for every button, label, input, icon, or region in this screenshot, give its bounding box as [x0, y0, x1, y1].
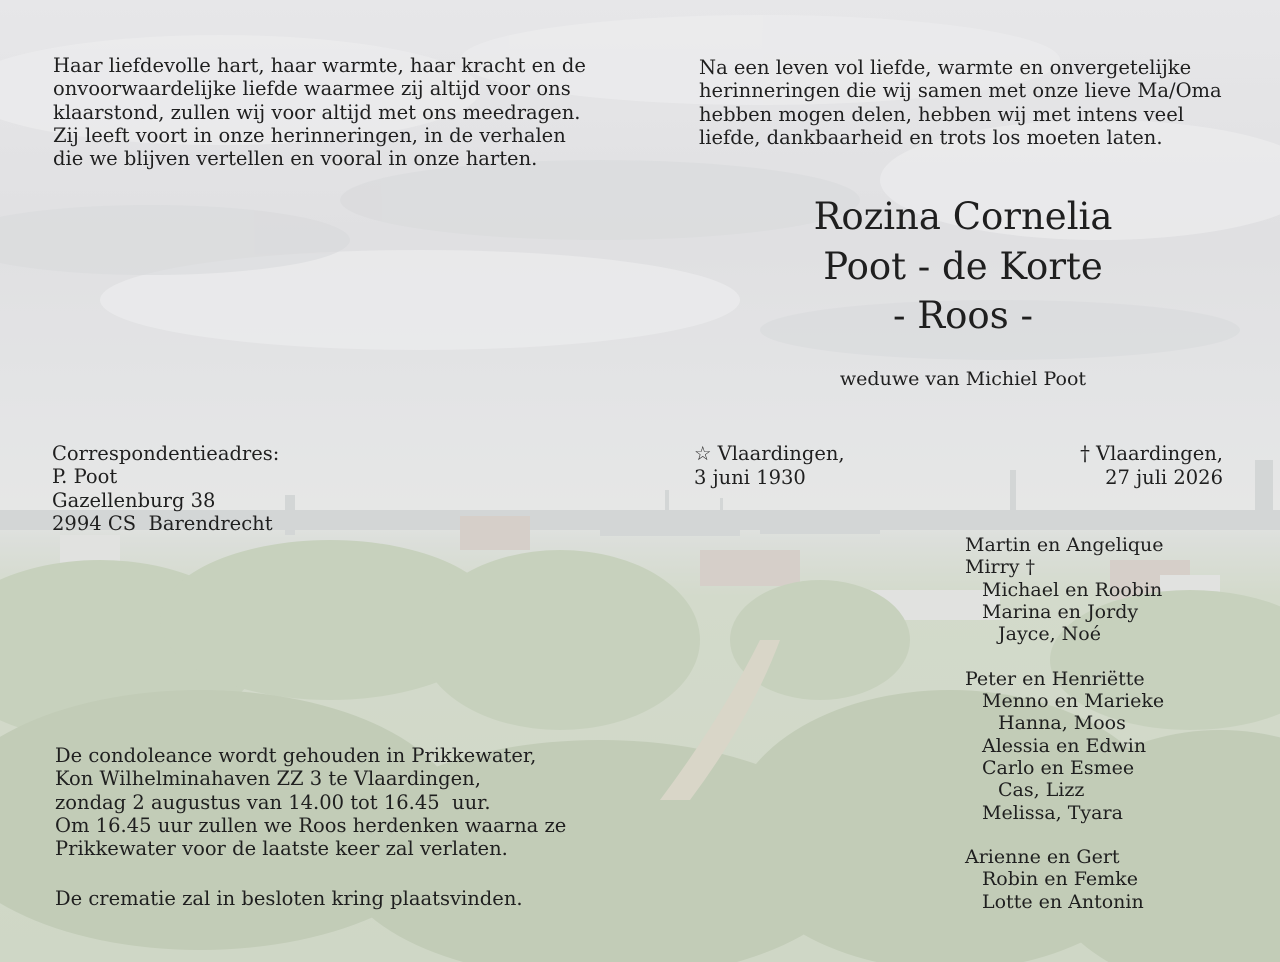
family-member: Robin en Femke [982, 868, 1138, 891]
family-member: Hanna, Moos [998, 712, 1126, 735]
birth-info [694, 442, 845, 489]
text-line: Haar liefdevolle hart, haar warmte, haar kracht en de [53, 54, 586, 77]
family-member: Mirry † [965, 556, 1035, 579]
text-line: herinneringen die wij samen met onze lieve Ma/Oma [699, 79, 1222, 103]
family-group [965, 534, 1164, 645]
intro-right-paragraph [699, 56, 1222, 149]
text-line: De condoleance wordt gehouden in Prikkewater, [55, 744, 537, 767]
family-member: Alessia en Edwin [982, 734, 1147, 757]
text-line: Kon Wilhelminahaven ZZ 3 te Vlaardingen, [55, 767, 481, 791]
death-info [1080, 442, 1223, 489]
name-line-surname: Poot - de Korte [823, 244, 1103, 288]
birth-date: 3 juni 1930 [694, 465, 806, 489]
family-group [965, 668, 1164, 824]
text-line: die we blijven vertellen en vooral in onze harten. [53, 147, 538, 171]
text-line: klaarstond, zullen wij voor altijd met ons meedragen. [53, 100, 581, 124]
address-label: Correspondentieadres: [52, 442, 280, 465]
family-member: Cas, Lizz [998, 779, 1085, 802]
family-member: Michael en Roobin [982, 578, 1163, 601]
text-line: Prikkewater voor de laatste keer zal verlaten. [55, 837, 508, 861]
text-line: liefde, dankbaarheid en trots los moeten laten. [699, 125, 1163, 149]
family-member: Arienne en Gert [965, 846, 1120, 869]
correspondence-address [52, 442, 279, 535]
widow-of-line: weduwe van Michiel Poot [839, 368, 1087, 390]
family-member: Carlo en Esmee [982, 756, 1135, 779]
family-member: Melissa, Tyara [982, 801, 1123, 824]
address-name: P. Poot [52, 465, 118, 489]
name-line-first: Rozina Cornelia [813, 195, 1113, 238]
name-line-nickname: - Roos - [893, 294, 1033, 337]
family-list [965, 534, 1164, 935]
family-member: Marina en Jordy [982, 600, 1139, 623]
deceased-name [760, 192, 1166, 341]
text-line: zondag 2 augustus van 14.00 tot 16.45 uur. [55, 790, 491, 814]
death-date: 27 juli 2026 [1105, 465, 1223, 489]
address-street: Gazellenburg 38 [52, 488, 216, 512]
condolence-paragraph [55, 744, 566, 860]
address-city: 2994 CS Barendrecht [52, 511, 273, 535]
family-member: Menno en Marieke [982, 690, 1165, 713]
death-place: † Vlaardingen, [1080, 442, 1223, 465]
text-line: onvoorwaardelijke liefde waarmee zij altijd voor ons [53, 77, 571, 101]
family-member: Jayce, Noé [998, 623, 1101, 646]
family-member: Lotte en Antonin [982, 890, 1144, 913]
birth-place: ☆ Vlaardingen, [694, 442, 845, 465]
intro-left-paragraph [53, 54, 586, 170]
cremation-note: De crematie zal in besloten kring plaatsvinden. [55, 887, 523, 910]
family-member: Peter en Henriëtte [965, 667, 1145, 690]
family-group [965, 846, 1164, 913]
text-line: Om 16.45 uur zullen we Roos herdenken waarna ze [55, 813, 567, 837]
text-line: hebben mogen delen, hebben wij met intens veel [699, 102, 1184, 126]
text-line: Zij leeft voort in onze herinneringen, in de verhalen [53, 123, 566, 147]
text-line: Na een leven vol liefde, warmte en onvergetelijke [699, 56, 1192, 79]
family-member: Martin en Angelique [965, 534, 1164, 556]
